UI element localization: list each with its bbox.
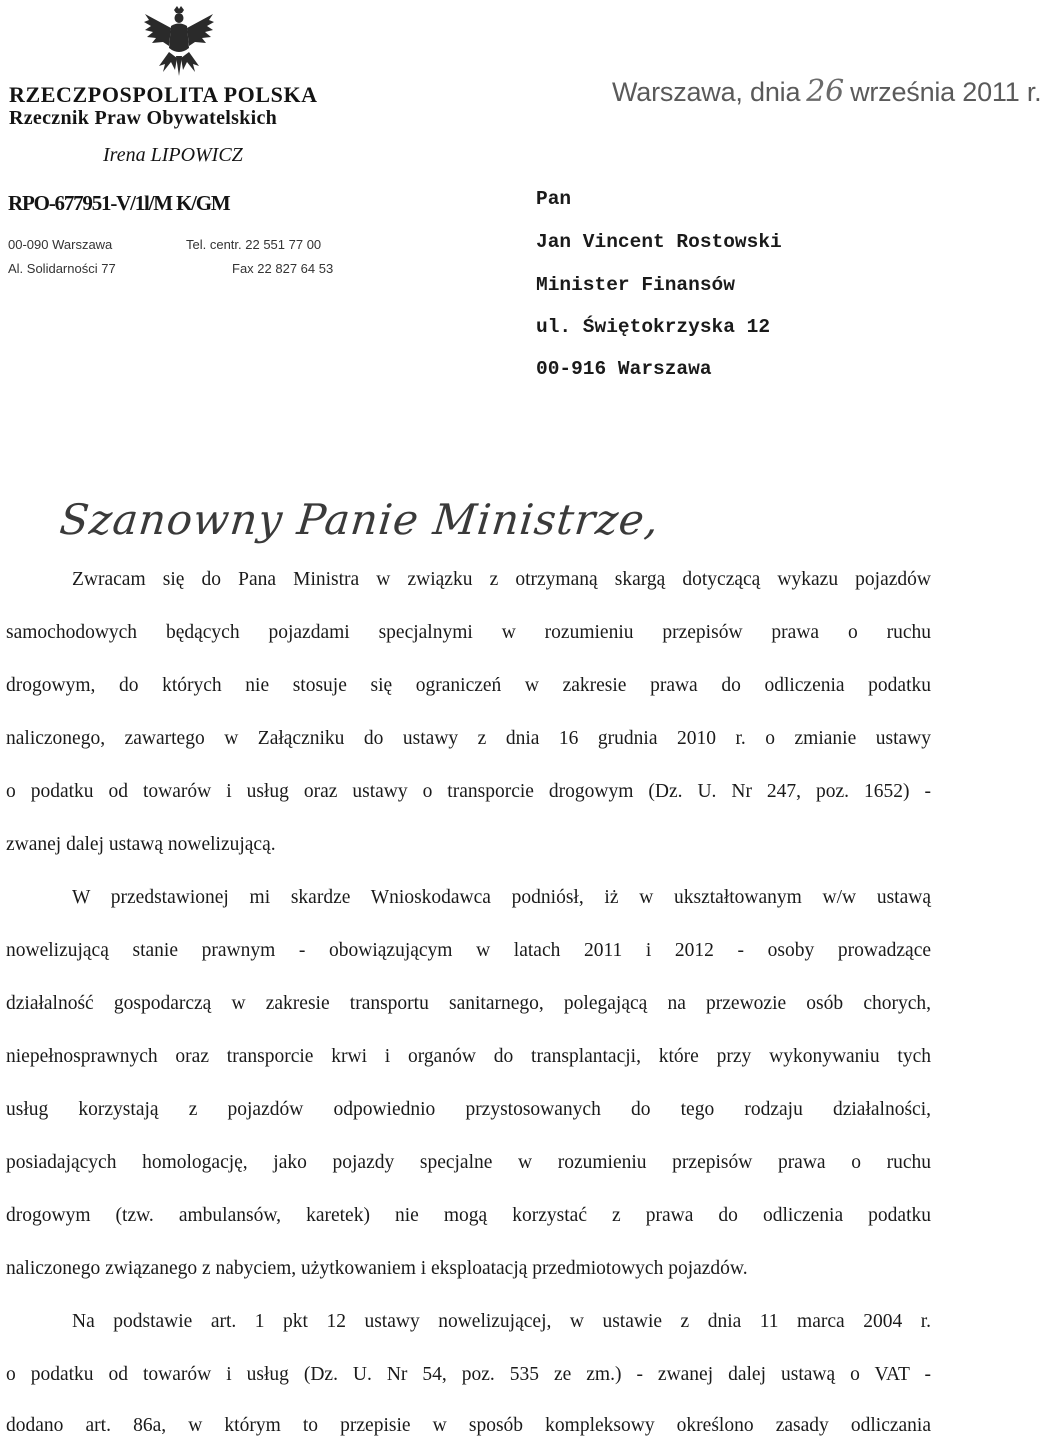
eagle-emblem-icon [141,4,217,80]
body-line: dodano art. 86a, w którym to przepisie w sposób kompleksowy określono zasady odliczania [6,1415,931,1436]
sender-fax: Fax 22 827 64 53 [232,261,334,276]
body-line: posiadających homologację, jako pojazdy specjalne w rozumieniu przepisów prawa o ruchu [6,1152,931,1173]
sender-street: Al. Solidarności 77 [8,261,116,276]
body-line: Na podstawie art. 1 pkt 12 ustawy nowelizującej, w ustawie z dnia 11 marca 2004 r. [72,1311,931,1332]
organization-office: Rzecznik Praw Obywatelskich [9,107,278,129]
body-line: o podatku od towarów i usług (Dz. U. Nr 54, poz. 535 ze zm.) - zwanej dalej ustawą o VAT - [6,1364,931,1385]
body-line: samochodowych będących pojazdami specjalnymi w rozumieniu przepisów prawa o ruchu [6,622,931,643]
date-prefix: Warszawa, dnia [612,77,801,107]
letter-date [612,74,1041,109]
body-line: drogowym (tzw. ambulansów, karetek) nie mogą korzystać z prawa do odliczenia podatku [6,1205,931,1226]
reference-number: RPO-677951-V/1l/M K/GM [8,191,230,215]
sender-postal-code: 00-090 Warszawa [8,237,113,252]
body-line: W przedstawionej mi skardze Wnioskodawca podniósł, iż w ukształtowanym w/w ustawą [72,887,931,908]
organization-name: RZECZPOSPOLITA POLSKA [9,82,318,107]
date-suffix: września 2011 r. [850,77,1041,107]
handwritten-salutation: Szanowny Panie Ministrze, [57,495,662,544]
body-line: zwanej dalej ustawą nowelizującą. [6,834,276,855]
ombudsman-name: Irena LIPOWICZ [103,144,243,166]
body-line: nowelizującą stanie prawnym - obowiązującym w latach 2011 i 2012 - osoby prowadzące [6,940,931,961]
recipient-salutation: Pan [536,188,572,210]
recipient-city: 00-916 Warszawa [536,358,712,380]
recipient-name: Jan Vincent Rostowski [536,231,782,253]
body-line: o podatku od towarów i usług oraz ustawy o transporcie drogowym (Dz. U. Nr 247, poz. 1652) - [6,781,931,802]
body-line: działalność gospodarczą w zakresie transportu sanitarnego, polegającą na przewozie osób chorych, [6,993,931,1014]
recipient-title: Minister Finansów [536,274,735,296]
sender-phone: Tel. centr. 22 551 77 00 [186,237,322,252]
body-line: Zwracam się do Pana Ministra w związku z otrzymaną skargą dotyczącą wykazu pojazdów [72,569,931,590]
body-line: naliczonego, zawartego w Załączniku do ustawy z dnia 16 grudnia 2010 r. o zmianie ustawy [6,728,931,749]
body-line: usług korzystają z pojazdów odpowiednio przystosowanych do tego rodzaju działalności, [6,1099,931,1120]
body-line: naliczonego związanego z nabyciem, użytkowaniem i eksploatacją przedmiotowych pojazdów. [6,1258,748,1279]
body-line: niepełnosprawnych oraz transporcie krwi i organów do transplantacji, które przy wykonywaniu tych [6,1046,931,1067]
date-day-handwritten: 26 [806,74,845,109]
recipient-street: ul. Świętokrzyska 12 [536,316,771,338]
body-line: drogowym, do których nie stosuje się ograniczeń w zakresie prawa do odliczenia podatku [6,675,931,696]
